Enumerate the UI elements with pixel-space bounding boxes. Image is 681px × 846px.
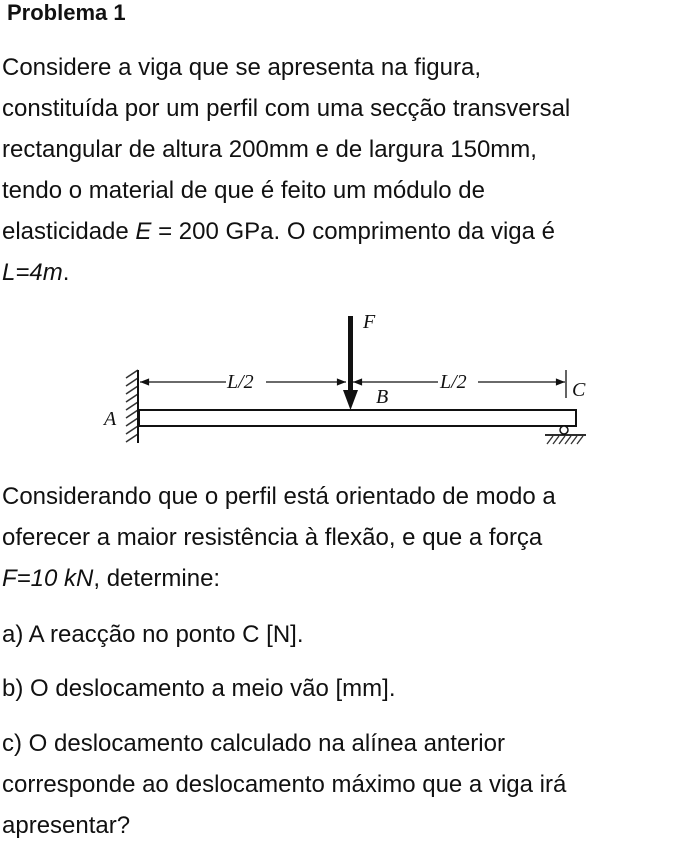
statement-line: rectangular de altura 200mm e de largura 150mm, [2,136,537,163]
point-c-label: C [572,379,586,401]
point-a-label: A [104,408,117,430]
roller-support-c [545,426,586,444]
length-value: L=4m [2,259,63,286]
statement-line: Considere a viga que se apresenta na figura, [2,54,481,81]
beam [139,410,576,426]
statement-line: constituída por um perfil com uma secção transversal [2,95,571,122]
modulus-symbol: E [135,218,152,245]
conditions-line: Considerando que o perfil está orientado de modo a [2,483,556,510]
question-c [2,723,681,846]
conditions-line: , determine: [93,565,221,592]
statement-line: . [62,259,70,286]
force-label: F [363,311,376,333]
question-c-line: corresponde ao deslocamento máximo que a viga irá [2,771,567,798]
statement-line: tendo o material de que é feito um módulo de [2,177,485,204]
problem-title: Problema 1 [7,0,126,25]
left-dim-label: L/2 [227,371,254,393]
conditions-line: oferecer a maior resistência à flexão, e que a força [2,524,543,551]
right-dim-label: L/2 [440,371,467,393]
statement-line: = 200 GPa. O comprimento da viga é [151,218,555,245]
statement-line: elasticidade [2,218,136,245]
force-value: F=10 kN [2,565,94,592]
force-arrow [343,316,358,410]
question-c-line: c) O deslocamento calculado na alínea anterior [2,730,505,757]
beam-diagram [90,308,600,453]
conditions-paragraph [2,476,681,599]
question-a: a) A reacção no ponto C [N]. [2,621,304,648]
question-c-line: apresentar? [2,812,131,839]
question-b: b) O deslocamento a meio vão [mm]. [2,675,396,702]
point-b-label: B [376,386,389,408]
problem-statement [2,47,681,293]
fixed-support-a [126,370,138,443]
